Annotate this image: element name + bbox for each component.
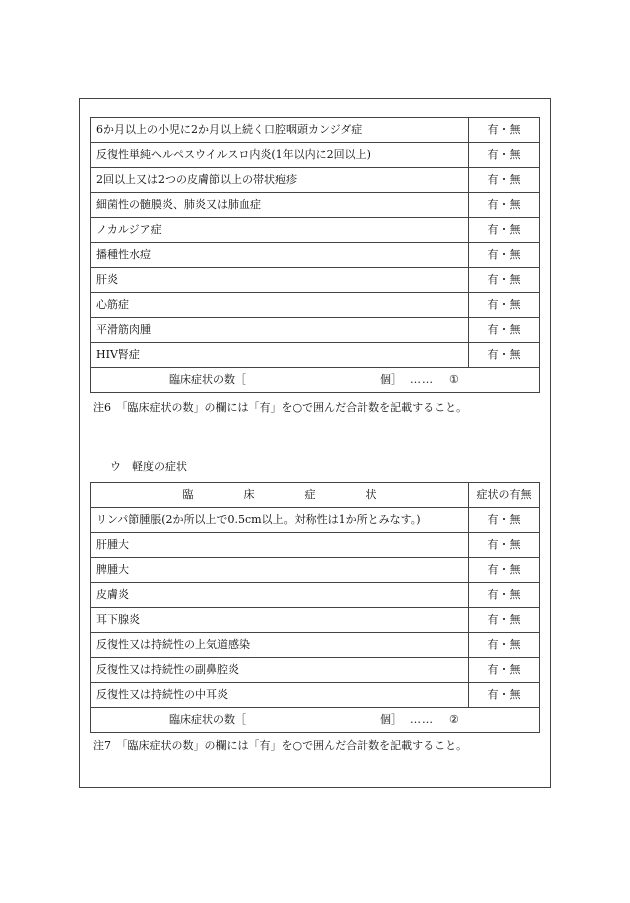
symptom-answer[interactable]: 有・無 — [469, 243, 540, 268]
total-row — [91, 708, 540, 733]
symptom-name: 反復性又は持続性の上気道感染 — [91, 633, 469, 658]
symptom-name: 皮膚炎 — [91, 583, 469, 608]
symptom-name: 脾腫大 — [91, 558, 469, 583]
table-row — [91, 218, 540, 243]
symptom-name: 平滑筋肉腫 — [91, 318, 469, 343]
table-row — [91, 658, 540, 683]
symptom-answer[interactable]: 有・無 — [469, 318, 540, 343]
symptom-answer[interactable]: 有・無 — [469, 608, 540, 633]
symptom-answer[interactable]: 有・無 — [469, 343, 540, 368]
symptom-answer[interactable]: 有・無 — [469, 293, 540, 318]
symptom-name: 肝炎 — [91, 268, 469, 293]
total-dots: …… — [410, 373, 434, 386]
table-row — [91, 143, 540, 168]
severe-symptoms-body — [91, 118, 540, 368]
mild-symptoms-body — [91, 508, 540, 708]
symptom-name: 6か月以上の小児に2か月以上続く口腔咽頭カンジダ症 — [91, 118, 469, 143]
header-symptom-text: 臨床症状 — [182, 488, 427, 501]
symptom-name: 耳下腺炎 — [91, 608, 469, 633]
symptom-answer[interactable]: 有・無 — [469, 168, 540, 193]
total-dots: …… — [410, 713, 434, 726]
total-cell — [91, 708, 540, 733]
mild-symptoms-table — [90, 482, 540, 733]
symptom-answer[interactable]: 有・無 — [469, 583, 540, 608]
table-row — [91, 633, 540, 658]
symptom-name: 2回以上又は2つの皮膚節以上の帯状疱疹 — [91, 168, 469, 193]
table-row — [91, 293, 540, 318]
symptom-answer[interactable]: 有・無 — [469, 118, 540, 143]
symptom-name: 心筋症 — [91, 293, 469, 318]
total-unit: 個］ — [380, 713, 402, 726]
symptom-name: HIV腎症 — [91, 343, 469, 368]
table-row — [91, 268, 540, 293]
symptom-answer[interactable]: 有・無 — [469, 633, 540, 658]
symptom-name: ノカルジア症 — [91, 218, 469, 243]
symptom-name: 反復性又は持続性の副鼻腔炎 — [91, 658, 469, 683]
total-mark: ② — [449, 713, 459, 726]
table-row — [91, 243, 540, 268]
symptom-name: 反復性単純ヘルペスウイルスロ内炎(1年以内に2回以上) — [91, 143, 469, 168]
section-heading: ウ 軽度の症状 — [110, 460, 187, 473]
symptom-answer[interactable]: 有・無 — [469, 268, 540, 293]
symptom-answer[interactable]: 有・無 — [469, 193, 540, 218]
table-row — [91, 683, 540, 708]
total-label: 臨床症状の数［ — [169, 713, 246, 726]
table-row — [91, 608, 540, 633]
header-symptom — [91, 483, 469, 508]
total-mark: ① — [449, 373, 459, 386]
symptom-answer[interactable]: 有・無 — [469, 143, 540, 168]
table-row — [91, 318, 540, 343]
table-row — [91, 533, 540, 558]
note-7: 注7 「臨床症状の数」の欄には「有」を○で囲んだ合計数を記載すること。 — [93, 739, 468, 752]
total-label: 臨床症状の数［ — [169, 373, 246, 386]
table-row — [91, 558, 540, 583]
symptom-name: リンパ節腫脹(2か所以上で0.5cm以上。対称性は1か所とみなす。) — [91, 508, 469, 533]
symptom-answer[interactable]: 有・無 — [469, 533, 540, 558]
symptom-name: 細菌性の髄膜炎、肺炎又は肺血症 — [91, 193, 469, 218]
table-row — [91, 168, 540, 193]
total-unit: 個］ — [380, 373, 402, 386]
symptom-answer[interactable]: 有・無 — [469, 218, 540, 243]
header-row — [91, 483, 540, 508]
header-answer: 症状の有無 — [469, 483, 540, 508]
symptom-answer[interactable]: 有・無 — [469, 658, 540, 683]
symptom-name: 肝腫大 — [91, 533, 469, 558]
symptom-answer[interactable]: 有・無 — [469, 683, 540, 708]
table-row — [91, 508, 540, 533]
table-row — [91, 583, 540, 608]
table-row — [91, 193, 540, 218]
table-row — [91, 118, 540, 143]
symptom-name: 反復性又は持続性の中耳炎 — [91, 683, 469, 708]
severe-symptoms-table — [90, 117, 540, 393]
symptom-answer[interactable]: 有・無 — [469, 558, 540, 583]
table-row — [91, 343, 540, 368]
total-row — [91, 368, 540, 393]
total-cell — [91, 368, 540, 393]
note-6: 注6 「臨床症状の数」の欄には「有」を○で囲んだ合計数を記載すること。 — [93, 401, 468, 414]
symptom-name: 播種性水痘 — [91, 243, 469, 268]
symptom-answer[interactable]: 有・無 — [469, 508, 540, 533]
